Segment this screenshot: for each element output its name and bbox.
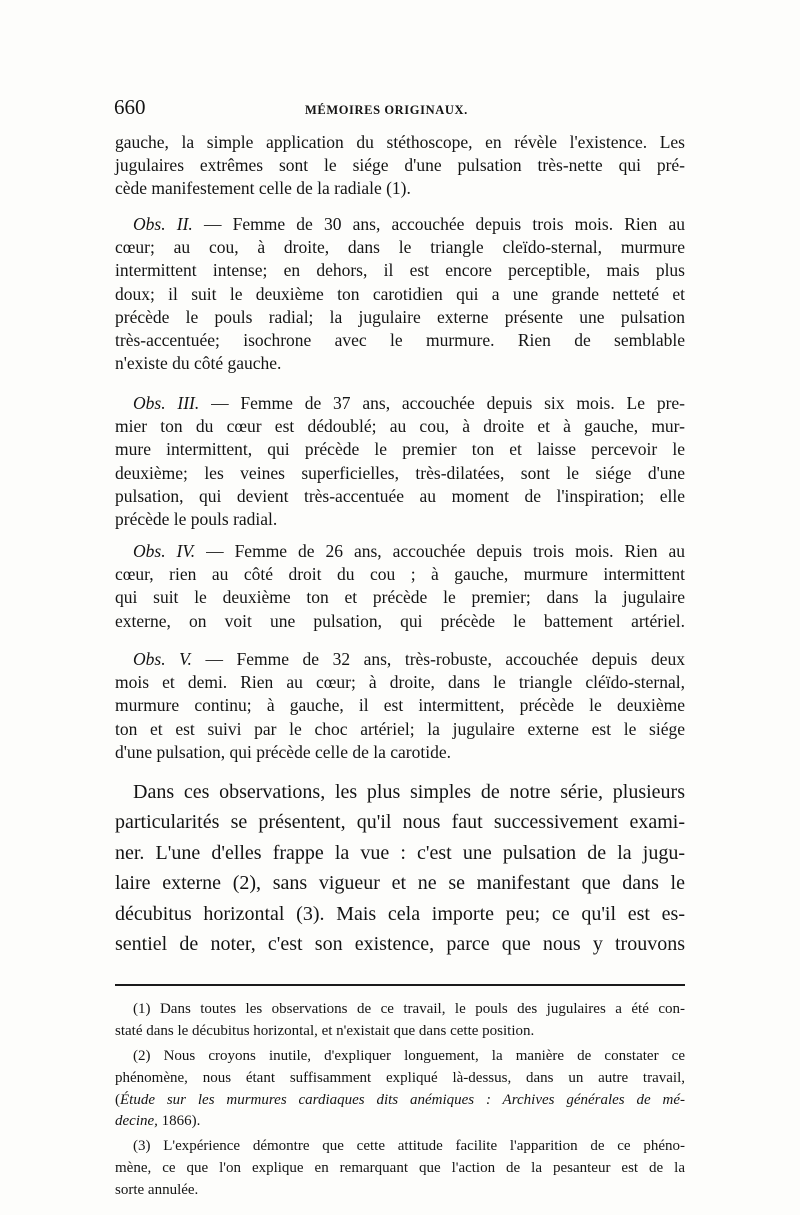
page-number: 660 <box>114 95 146 119</box>
text-line: intermittent intense; en dehors, il est encore perceptible, mais plus <box>115 260 685 281</box>
text-line: (3) L'expérience démontre que cette attitude facilite l'apparition de ce phéno- <box>133 1138 685 1154</box>
footnote-separator <box>115 984 685 986</box>
text-line: phénomène, nous étant suffisamment expliqué là-dessus, dans un autre travail, <box>115 1069 685 1086</box>
text-line: mois et demi. Rien au cœur; à droite, dans le triangle cléïdo-sternal, <box>115 672 685 693</box>
italic-text: Obs. IV. <box>133 541 196 561</box>
running-title: MÉMOIRES ORIGINAUX. <box>305 103 468 117</box>
text-line: ton et est suivi par le choc artériel; la jugulaire externe est le siége <box>115 718 685 739</box>
text-segment: — Femme de 32 ans, très-robuste, accouchée depuis deux <box>191 649 685 669</box>
text-line: très-accentuée; isochrone avec le murmure. Rien de semblable <box>115 330 685 351</box>
italic-text: decine, <box>115 1113 158 1130</box>
text-line: mier ton du cœur est dédoublé; au cou, à droite et à gauche, mur- <box>115 416 685 437</box>
text-line: qui suit le deuxième ton et précède le premier; dans la jugulaire <box>115 587 685 608</box>
text-line: (2) Nous croyons inutile, d'expliquer longuement, la manière de constater ce <box>133 1048 685 1064</box>
italic-text: Obs. III. <box>133 393 200 413</box>
text-line: externe, on voit une pulsation, qui précède le battement artériel. <box>115 610 685 631</box>
text-line: d'une pulsation, qui précède celle de la carotide. <box>115 741 451 762</box>
text-line: doux; il suit le deuxième ton carotidien qui a une grande netteté et <box>115 283 685 304</box>
text-line <box>115 392 685 415</box>
text-line: particularités se présentent, qu'il nous faut successivement exami- <box>115 811 685 834</box>
text-line: précède le pouls radial; la jugulaire externe présente une pulsation <box>115 306 685 327</box>
text-line: Dans ces observations, les plus simples de notre série, plusieurs <box>133 781 685 803</box>
text-line: staté dans le décubitus horizontal, et n'existait que dans cette position. <box>115 1022 535 1039</box>
text-line: cœur; au cou, à droite, dans le triangle cleïdo-sternal, murmure <box>115 237 685 258</box>
text-line: cède manifestement celle de la radiale (1). <box>115 178 411 199</box>
paragraph-continuation <box>115 131 685 201</box>
text-segment: ( <box>115 1091 120 1108</box>
text-line: (1) Dans toutes les observations de ce travail, le pouls des jugulaires a été con- <box>133 1001 685 1017</box>
text-line: murmure continu; à gauche, il est intermittent, précède le deuxième <box>115 695 685 716</box>
text-segment: — Femme de 30 ans, accouchée depuis trois mois. Rien au <box>192 214 685 234</box>
text-line: laire externe (2), sans vigueur et ne se manifestant que dans le <box>115 872 685 895</box>
text-line: pulsation, qui devient très-accentuée au moment de l'inspiration; elle <box>115 485 685 506</box>
observation-ii <box>115 213 685 375</box>
text-line: mure intermittent, qui précède le premier ton et laisse percevoir le <box>115 439 685 460</box>
text-segment: 1866). <box>157 1113 201 1130</box>
text-line: n'existe du côté gauche. <box>115 353 282 374</box>
text-line: sorte annulée. <box>115 1181 199 1198</box>
text-line <box>115 1090 685 1112</box>
italic-text: Obs. II. <box>133 214 193 234</box>
text-line: décubitus horizontal (3). Mais cela importe peu; ce qu'il est es- <box>115 902 685 925</box>
observation-iv <box>115 540 685 633</box>
italic-text: Étude sur les murmures cardiaques dits anémiques : Archives générales de mé- <box>120 1091 685 1108</box>
text-line: cœur, rien au côté droit du cou ; à gauche, murmure intermittent <box>115 564 685 585</box>
footnote-2 <box>115 1046 685 1133</box>
text-segment: — Femme de 37 ans, accouchée depuis six mois. Le pre- <box>199 393 686 413</box>
footnote-3 <box>115 1136 685 1201</box>
text-line: sentiel de noter, c'est son existence, parce que nous y trouvons <box>115 933 685 956</box>
text-line: jugulaires extrêmes sont le siége d'une pulsation très-nette qui pré- <box>115 155 685 176</box>
text-line: gauche, la simple application du stéthoscope, en révèle l'existence. Les <box>115 132 685 152</box>
text-line <box>115 540 685 563</box>
observation-iii <box>115 392 685 531</box>
main-paragraph <box>115 777 685 959</box>
text-line: mène, ce que l'on explique en remarquant que l'action de la pesanteur est de la <box>115 1159 685 1176</box>
text-line: précède le pouls radial. <box>115 509 278 530</box>
text-segment: — Femme de 26 ans, accouchée depuis trois mois. Rien au <box>195 541 685 561</box>
italic-text: Obs. V. <box>133 649 192 669</box>
footnote-1 <box>115 999 685 1043</box>
text-line <box>115 1111 685 1133</box>
text-line <box>115 648 685 671</box>
text-line <box>115 213 685 236</box>
text-line: deuxième; les veines superficielles, très-dilatées, sont le siége d'une <box>115 462 685 483</box>
observation-v <box>115 648 685 764</box>
text-line: ner. L'une d'elles frappe la vue : c'est une pulsation de la jugu- <box>115 841 685 864</box>
